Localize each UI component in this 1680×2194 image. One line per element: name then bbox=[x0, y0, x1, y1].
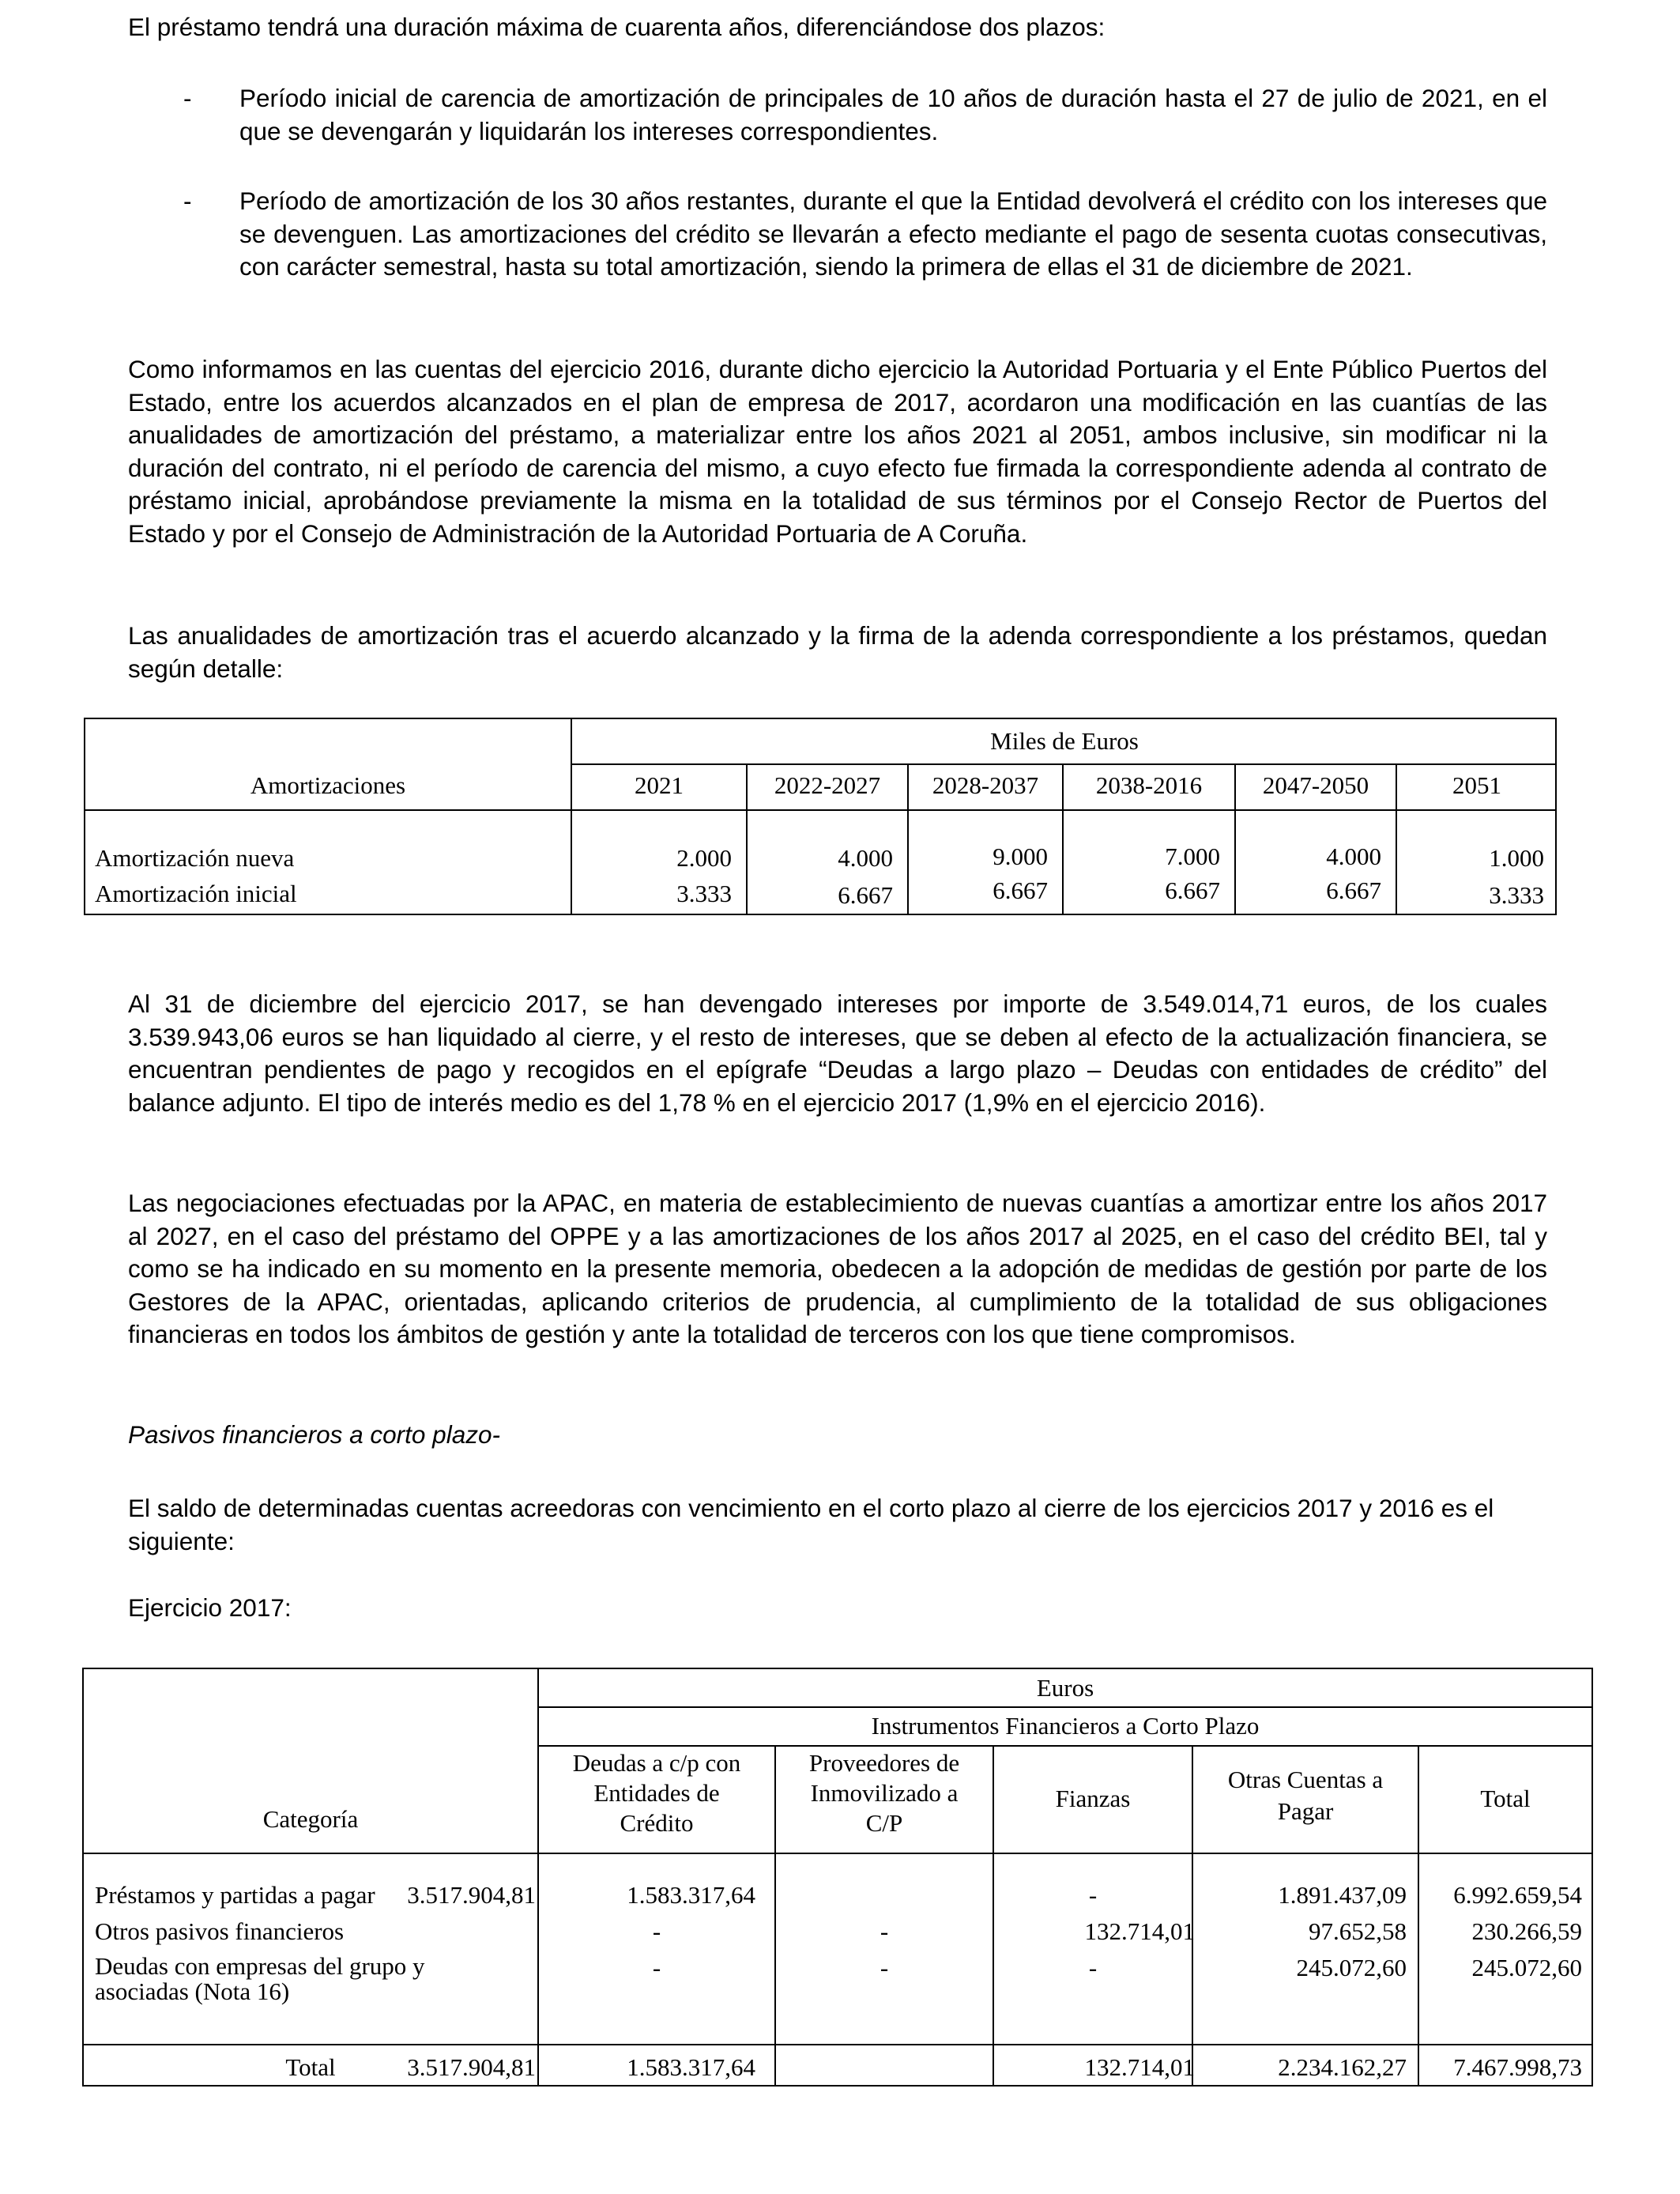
table1-cell: 4.000 bbox=[838, 844, 893, 872]
table1-col-header: 2047-2050 bbox=[1262, 771, 1369, 799]
table2-total-cell: 2.234.162,27 bbox=[1278, 2053, 1407, 2081]
table1-row-label: Amortización nueva bbox=[95, 844, 295, 872]
table2-col-header: Otras Cuentas a Pagar bbox=[1227, 1766, 1384, 1825]
table2-total-cell: 7.467.998,73 bbox=[1453, 2053, 1582, 2081]
table2-cell: - bbox=[1088, 1954, 1098, 1981]
table2-col-header: Proveedores de Inmovilizado a C/P bbox=[808, 1749, 960, 1837]
paragraph-4: Las negociaciones efectuadas por la APAC, en materia de establecimiento de nuevas cuantías a amortizar entre los años 2017 al 2027, en el caso del préstamo del OPPE y a las amortizaciones de los años 2017 al 2025, en el caso del crédito BEI, tal y como se ha indicado en su momento en la presente memoria, obedecen a la adopción de medidas de gestión por parte de los Gestores de la APAC, orientadas, aplicando criterios de prudencia, al cumplimiento de la totalidad de sus obligaciones financieras en todos los ámbitos de gestión y ante la totalidad de terceros con los que tiene compromisos. bbox=[128, 1189, 1547, 1348]
bullet-dash-2: - bbox=[183, 187, 192, 215]
table2-cell: 1.891.437,09 bbox=[1278, 1881, 1407, 1909]
table2-col-header: Total bbox=[1480, 1785, 1531, 1812]
paragraph-5: El saldo de determinadas cuentas acreedoras con vencimiento en el corto plazo al cierre de los ejercicios 2017 y 2016 es el siguiente: bbox=[128, 1494, 1494, 1555]
table2-cell: - bbox=[880, 1917, 889, 1945]
bullet-text-2: Período de amortización de los 30 años restantes, durante el que la Entidad devolverá el crédito con los intereses que se devenguen. Las amortizaciones del crédito se llevarán a efecto mediante el pago de sesenta cuotas consecutivas, con carácter semestral, hasta su total amortización, siendo la primera de ellas el 31 de diciembre de 2021. bbox=[239, 187, 1547, 281]
table1-cell: 4.000 bbox=[1326, 843, 1381, 870]
table2-cell: - bbox=[880, 1954, 889, 1981]
table2-cell: - bbox=[652, 1954, 661, 1981]
table2-cell: 245.072,60 bbox=[1296, 1954, 1407, 1981]
bullet-text-1: Período inicial de carencia de amortización de principales de 10 años de duración hasta el 27 de julio de 2021, en el que se devengarán y liquidarán los intereses correspondientes. bbox=[239, 84, 1547, 145]
table1-col-header: 2021 bbox=[635, 771, 684, 799]
amortization-table bbox=[84, 718, 1557, 915]
table1-cell: 3.333 bbox=[676, 880, 732, 907]
table2-cell: 97.652,58 bbox=[1309, 1917, 1407, 1945]
table2-row-label: Deudas con empresas del grupo y asociadas (Nota 16) bbox=[95, 1952, 425, 2005]
paragraph-2: Las anualidades de amortización tras el acuerdo alcanzado y la firma de la adenda correspondiente a los préstamos, quedan según detalle: bbox=[128, 621, 1547, 683]
section-subheading: Pasivos financieros a corto plazo- bbox=[128, 1420, 500, 1449]
table1-cell: 9.000 bbox=[993, 843, 1048, 870]
table1-col-header: 2028-2037 bbox=[932, 771, 1039, 799]
table2-cell: 245.072,60 bbox=[1471, 1954, 1582, 1981]
table1-group-header: Miles de Euros bbox=[990, 727, 1139, 755]
table2-row-header: Categoría bbox=[262, 1805, 359, 1833]
table1-cell: 3.333 bbox=[1489, 881, 1544, 909]
table2-total-cell: 132.714,01 bbox=[1084, 2053, 1195, 2081]
table2-cell: 1.583.317,64 bbox=[627, 1881, 755, 1909]
table1-cell: 6.667 bbox=[993, 876, 1048, 904]
table1-col-header: 2038-2016 bbox=[1095, 771, 1203, 799]
table2-total-label: Total bbox=[285, 2053, 336, 2081]
paragraph-1: Como informamos en las cuentas del ejercicio 2016, durante dicho ejercicio la Autoridad Portuaria y el Ente Público Puertos del Estado, entre los acuerdos alcanzados en el plan de empresa de 2017, acordaron una modificación en las cuantías de las anualidades de amortización del préstamo, a materializar entre los años 2021 al 2051, ambos inclusive, sin modificar ni la duración del contrato, ni el período de carencia del mismo, a cuyo efecto fue firmada la correspondiente adenda al contrato de préstamo inicial, aprobándose previamente la misma en la totalidad de sus términos por el Consejo Rector de Puertos del Estado y por el Consejo de Administración de la Autoridad Portuaria de A Coruña. bbox=[128, 355, 1547, 548]
table2-cell: 132.714,01 bbox=[1084, 1917, 1195, 1945]
table2-total-cell: 3.517.904,81 bbox=[407, 2053, 536, 2081]
table2-cell: 230.266,59 bbox=[1471, 1917, 1582, 1945]
table1-cell: 6.667 bbox=[1326, 876, 1381, 904]
table1-cell: 1.000 bbox=[1489, 844, 1544, 872]
table2-header-top: Euros bbox=[1036, 1674, 1094, 1702]
year-label: Ejercicio 2017: bbox=[128, 1593, 292, 1622]
table1-cell: 2.000 bbox=[676, 844, 732, 872]
table1-cell: 6.667 bbox=[1165, 876, 1220, 904]
table2-header-mid: Instrumentos Financieros a Corto Plazo bbox=[871, 1712, 1260, 1740]
table2-cell: - bbox=[1088, 1881, 1098, 1909]
table1-row-label: Amortización inicial bbox=[95, 880, 297, 907]
paragraph-3: Al 31 de diciembre del ejercicio 2017, se han devengado intereses por importe de 3.549.014,71 euros, de los cuales 3.539.943,06 euros se han liquidado al cierre, y el resto de intereses, que se deben al efecto de la actualización financiera, se encuentran pendientes de pago y recogidos en el epígrafe “Deudas a largo plazo – Deudas con entidades de crédito” del balance adjunto. El tipo de interés medio es del 1,78 % en el ejercicio 2017 (1,9% en el ejercicio 2016). bbox=[128, 990, 1547, 1117]
table2-col-header: Deudas a c/p con Entidades de Crédito bbox=[572, 1749, 741, 1837]
table1-col-header: 2051 bbox=[1452, 771, 1501, 799]
table2-row-label: Otros pasivos financieros bbox=[95, 1917, 345, 1945]
table1-cell: 6.667 bbox=[838, 881, 893, 909]
table2-cell: - bbox=[652, 1917, 661, 1945]
table1-col-header: 2022-2027 bbox=[774, 771, 881, 799]
table2-cell: 6.992.659,54 bbox=[1453, 1881, 1582, 1909]
short-term-liabilities-table bbox=[82, 1668, 1593, 2087]
table2-cell: 3.517.904,81 bbox=[407, 1881, 536, 1909]
bullet-dash-1: - bbox=[183, 84, 192, 112]
intro-text: El préstamo tendrá una duración máxima de cuarenta años, diferenciándose dos plazos: bbox=[128, 13, 1106, 41]
table2-col-header: Fianzas bbox=[1055, 1785, 1131, 1812]
table1-row-header: Amortizaciones bbox=[250, 771, 406, 799]
table2-row-label: Préstamos y partidas a pagar bbox=[95, 1881, 375, 1909]
table2-total-cell: 1.583.317,64 bbox=[627, 2053, 755, 2081]
table1-cell: 7.000 bbox=[1165, 843, 1220, 870]
